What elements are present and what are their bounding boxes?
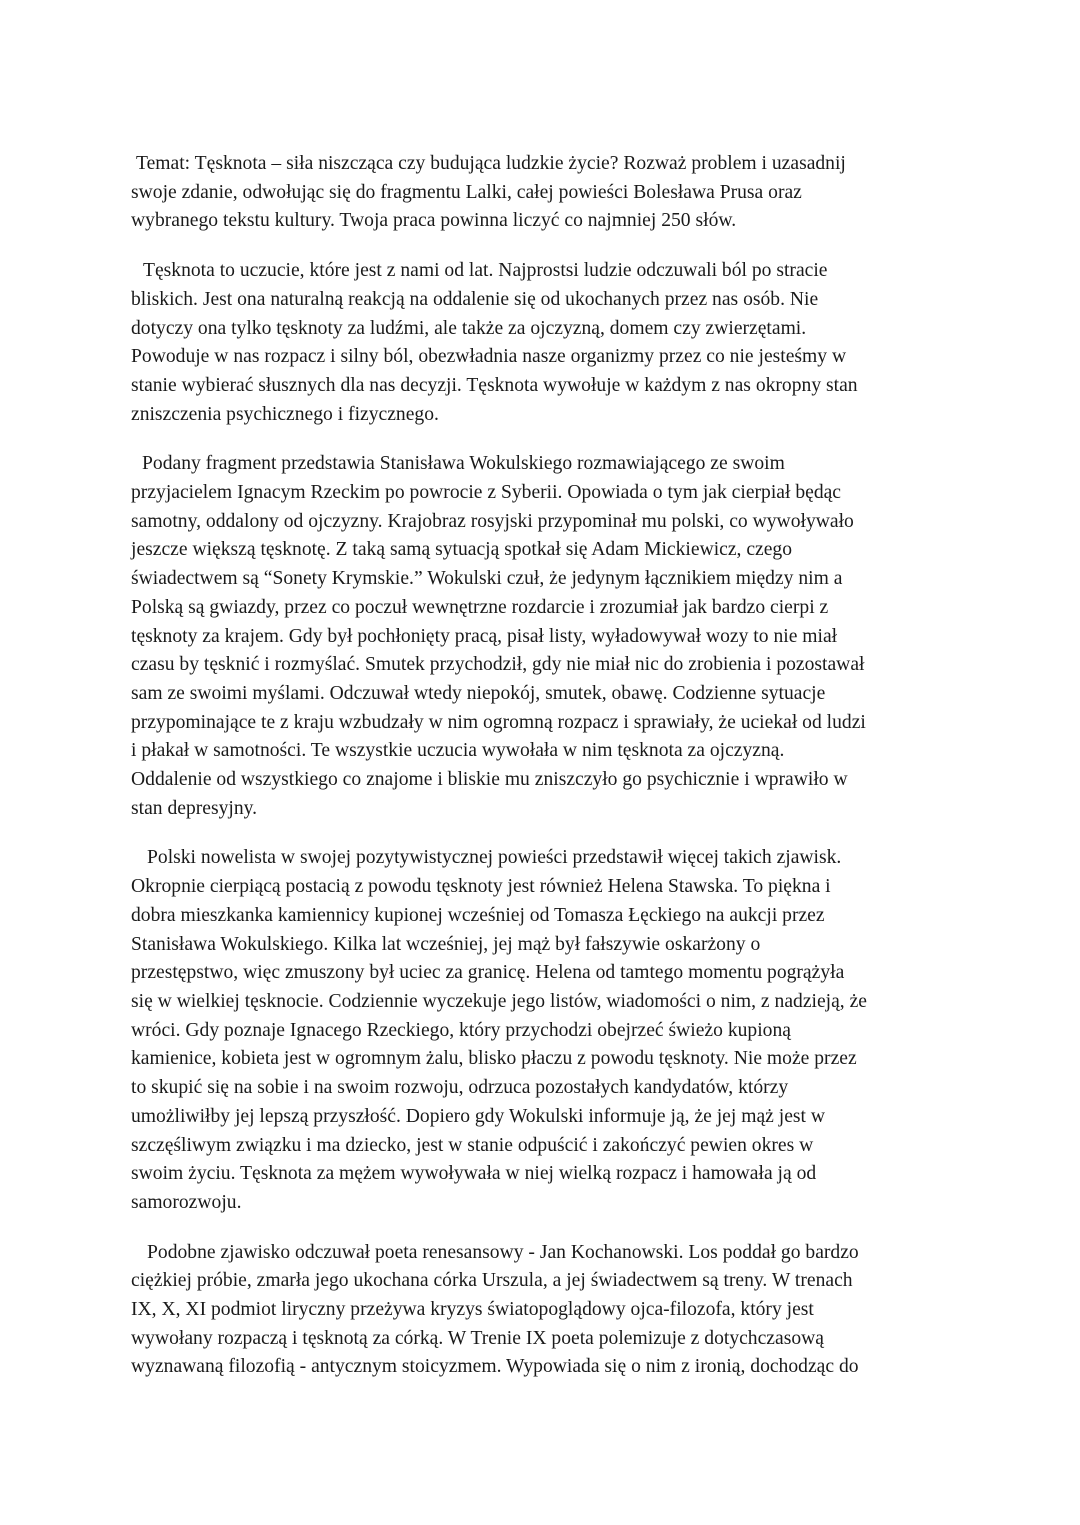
essay-body <box>131 150 953 1403</box>
paragraph-intro: Tęsknota to uczucie, które jest z nami od lat. Najprostsi ludzie odczuwali ból po stracie bliskich. Jest ona naturalną reakcją na oddalenie się od ukochanych przez nas osób. Nie dotyczy ona tylko tęsknoty za ludźmi, ale także za ojczyzną, domem czy zwierzętami. Powoduje w nas rozpacz i silny ból, obezwładnia nasze organizmy przez co nie jesteśmy w stanie wybierać słusznych dla nas decyzji. Tęsknota wywołuje w każdym z nas okropny stan zniszczenia psychicznego i fizycznego. <box>131 260 858 425</box>
essay-topic: Temat: Tęsknota – siła niszcząca czy budująca ludzkie życie? Rozważ problem i uzasadnij swoje zdanie, odwołując się do fragmentu Lalki, całej powieści Bolesława Prusa oraz wybranego tekstu kultury. Twoja praca powinna liczyć co najmniej 250 słów. <box>131 153 846 232</box>
paragraph-kochanowski: Podobne zjawisko odczuwał poeta renesansowy - Jan Kochanowski. Los poddał go bardzo ciężkiej próbie, zmarła jego ukochana córka Urszula, a jej świadectwem są treny. W trenach IX, X, XI podmiot liryczny przeżywa kryzys światopoglądowy ojca-filozofa, który jest wywołany rozpaczą i tęsknotą za córką. W Trenie IX poeta polemizuje z dotychczasową wyznawaną filozofią - antycznym stoicyzmem. Wypowiada się o nim z ironią, dochodząc do <box>131 1241 859 1378</box>
paragraph-wokulski: Podany fragment przedstawia Stanisława Wokulskiego rozmawiającego ze swoim przyjacielem Ignacym Rzeckim po powrocie z Syberii. Opowiada o tym jak cierpiał będąc samotny, oddalony od ojczyzny. Krajobraz rosyjski przypominał mu polski, co wywoływało jeszcze większą tęsknotę. Z taką samą sytuacją spotkał się Adam Mickiewicz, czego świadectwem są “Sonety Krymskie.” Wokulski czuł, że jedynym łącznikiem między nim a Polską są gwiazdy, przez co poczuł wewnętrzne rozdarcie i zrozumiał jak bardzo cierpi z tęsknoty za krajem. Gdy był pochłonięty pracą, pisał listy, wyładowywał wozy to nie miał czasu by tęsknić i rozmyślać. Smutek przychodził, gdy nie miał nic do zrobienia i pozostawał sam ze swoimi myślami. Odczuwał wtedy niepokój, smutek, obawę. Codzienne sytuacje przypominające te z kraju wzbudzały w nim ogromną rozpacz i sprawiały, że uciekał od ludzi i płakał w samotności. Te wszystkie uczucia wywołała w nim tęsknota za ojczyzną. Oddalenie od wszystkiego co znajome i bliskie mu zniszczyło go psychicznie i wprawiło w stan depresyjny. <box>131 453 866 819</box>
paragraph-stawska: Polski nowelista w swojej pozytywistycznej powieści przedstawił więcej takich zjawisk. Okropnie cierpiącą postacią z powodu tęsknoty jest również Helena Stawska. To piękna i dobra mieszkanka kamiennicy kupionej wcześniej od Tomasza Łęckiego na aukcji przez Stanisława Wokulskiego. Kilka lat wcześniej, jej mąż był fałszywie oskarżony o przestępstwo, więc zmuszony był uciec za granicę. Helena od tamtego momentu pogrążyła się w wielkiej tęsknocie. Codziennie wyczekuje jego listów, wiadomości o nim, z nadzieją, że wróci. Gdy poznaje Ignacego Rzeckiego, który przychodzi obejrzeć świeżo kupioną kamienice, kobieta jest w ogromnym żalu, blisko płaczu z powodu tęsknoty. Nie może przez to skupić się na sobie i na swoim rozwoju, odrzuca pozostałych kandydatów, którzy umożliwiłby jej lepszą przyszłość. Dopiero gdy Wokulski informuje ją, że jej mąż jest w szczęśliwym związku i ma dziecko, jest w stanie odpuścić i zakończyć pewien okres w swoim życiu. Tęsknota za mężem wywoływała w niej wielką rozpacz i hamowała ją od samorozwoju. <box>131 847 867 1213</box>
